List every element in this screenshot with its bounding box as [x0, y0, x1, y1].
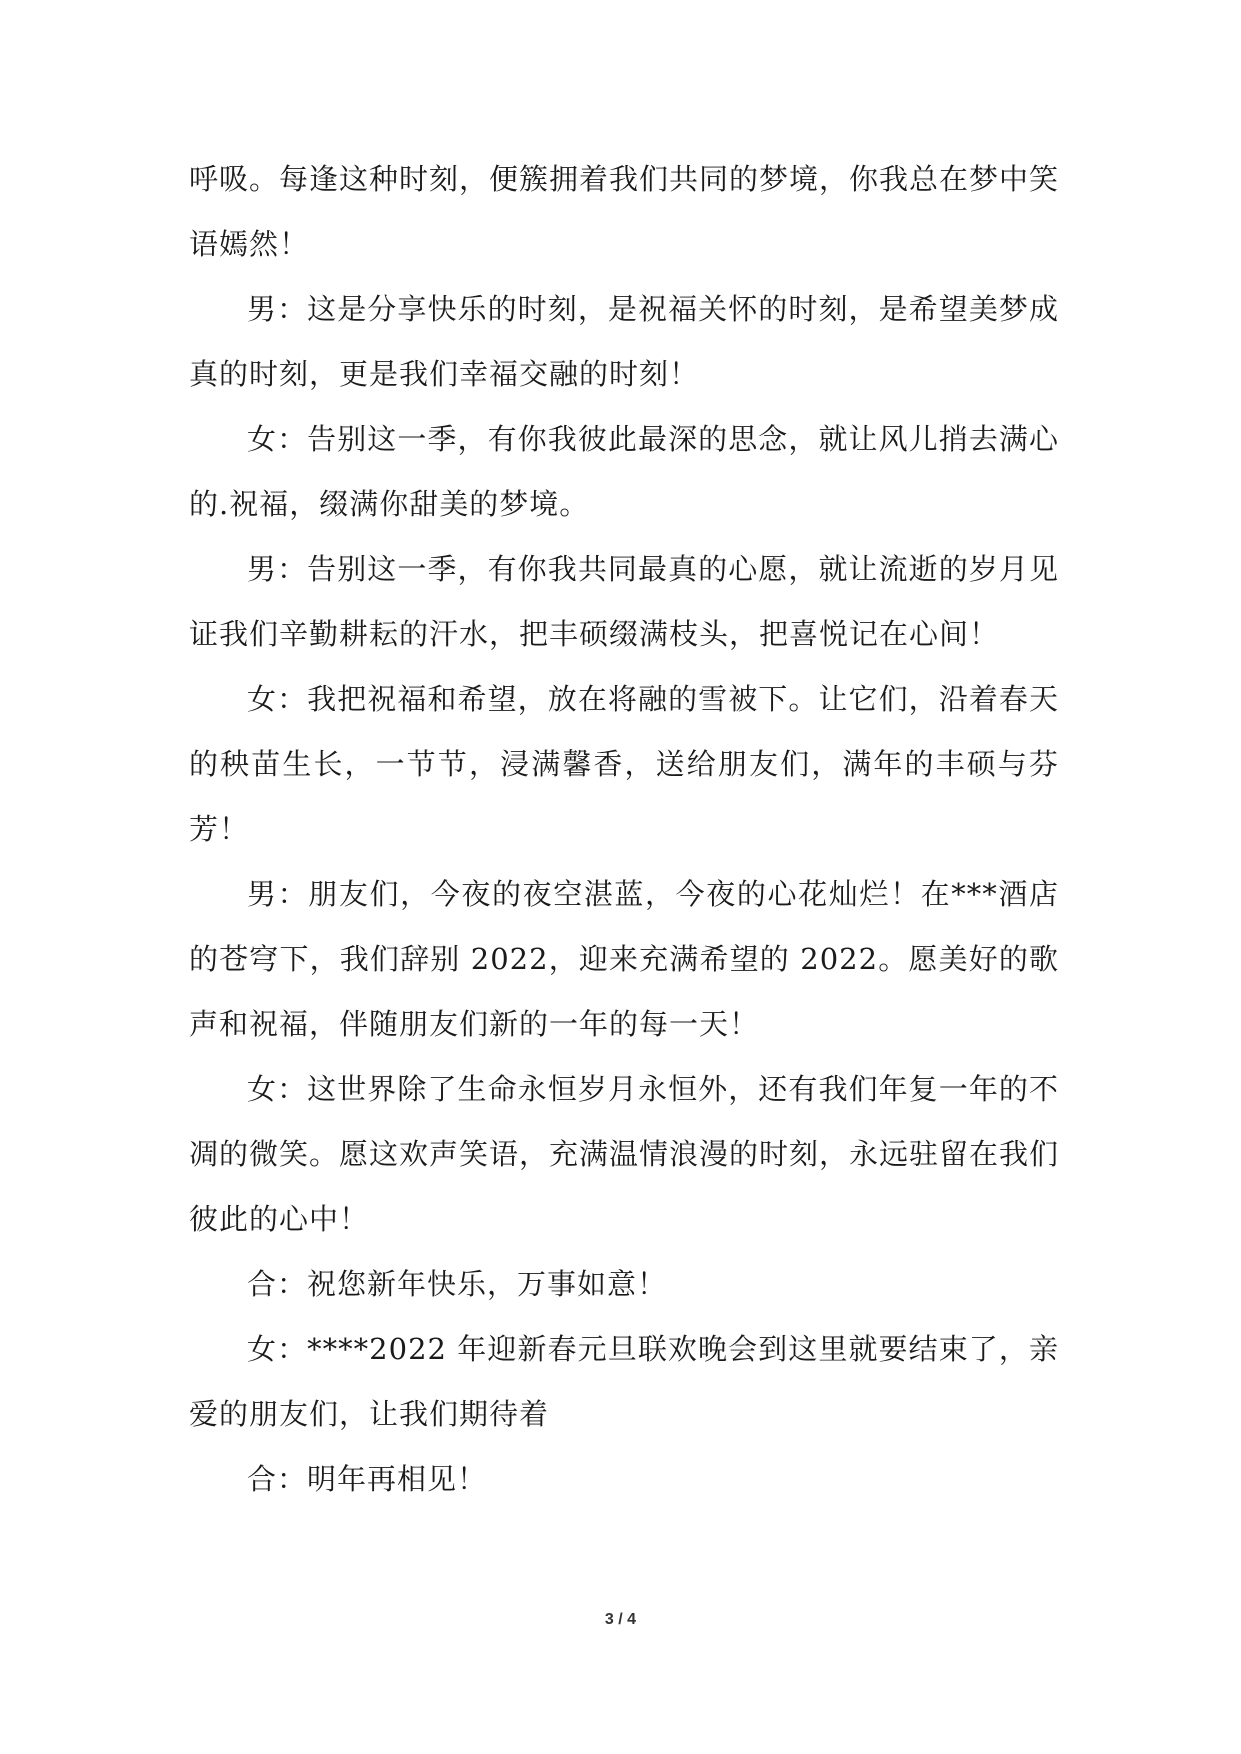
- paragraph-male-2: 男：告别这一季，有你我共同最真的心愿，就让流逝的岁月见证我们辛勤耕耘的汗水，把丰硕缀满枝头，把喜悦记在心间！: [189, 552, 1059, 651]
- paragraph-female-4: 女：****2022 年迎新春元旦联欢晚会到这里就要结束了，亲爱的朋友们，让我们期待着: [189, 1332, 1059, 1431]
- paragraph-female-1: 女：告别这一季，有你我彼此最深的思念，就让风儿捎去满心的.祝福，缀满你甜美的梦境。: [189, 422, 1059, 521]
- paragraph-female-3: 女：这世界除了生命永恒岁月永恒外，还有我们年复一年的不凋的微笑。愿这欢声笑语，充满温情浪漫的时刻，永远驻留在我们彼此的心中！: [189, 1072, 1060, 1236]
- paragraph-together-2: 合：明年再相见！: [247, 1462, 488, 1496]
- paragraph-male-3: 男：朋友们，今夜的夜空湛蓝，今夜的心花灿烂！在***酒店的苍穹下，我们辞别 2022，迎来充满希望的 2022。愿美好的歌声和祝福，伴随朋友们新的一年的每一天！: [189, 877, 1059, 1041]
- paragraph-continuation: 呼吸。每逢这种时刻，便簇拥着我们共同的梦境，你我总在梦中笑语嫣然！: [189, 162, 1060, 261]
- page-number: 3 / 4: [604, 1611, 637, 1628]
- paragraph-male-1: 男：这是分享快乐的时刻，是祝福关怀的时刻，是希望美梦成真的时刻，更是我们幸福交融的时刻！: [189, 292, 1059, 391]
- document-body: [189, 147, 1059, 1512]
- paragraph-together-1: 合：祝您新年快乐，万事如意！: [247, 1267, 668, 1301]
- paragraph-female-2: 女：我把祝福和希望，放在将融的雪被下。让它们，沿着春天的秧苗生长，一节节，浸满馨香，送给朋友们，满年的丰硕与芬芳！: [189, 682, 1059, 846]
